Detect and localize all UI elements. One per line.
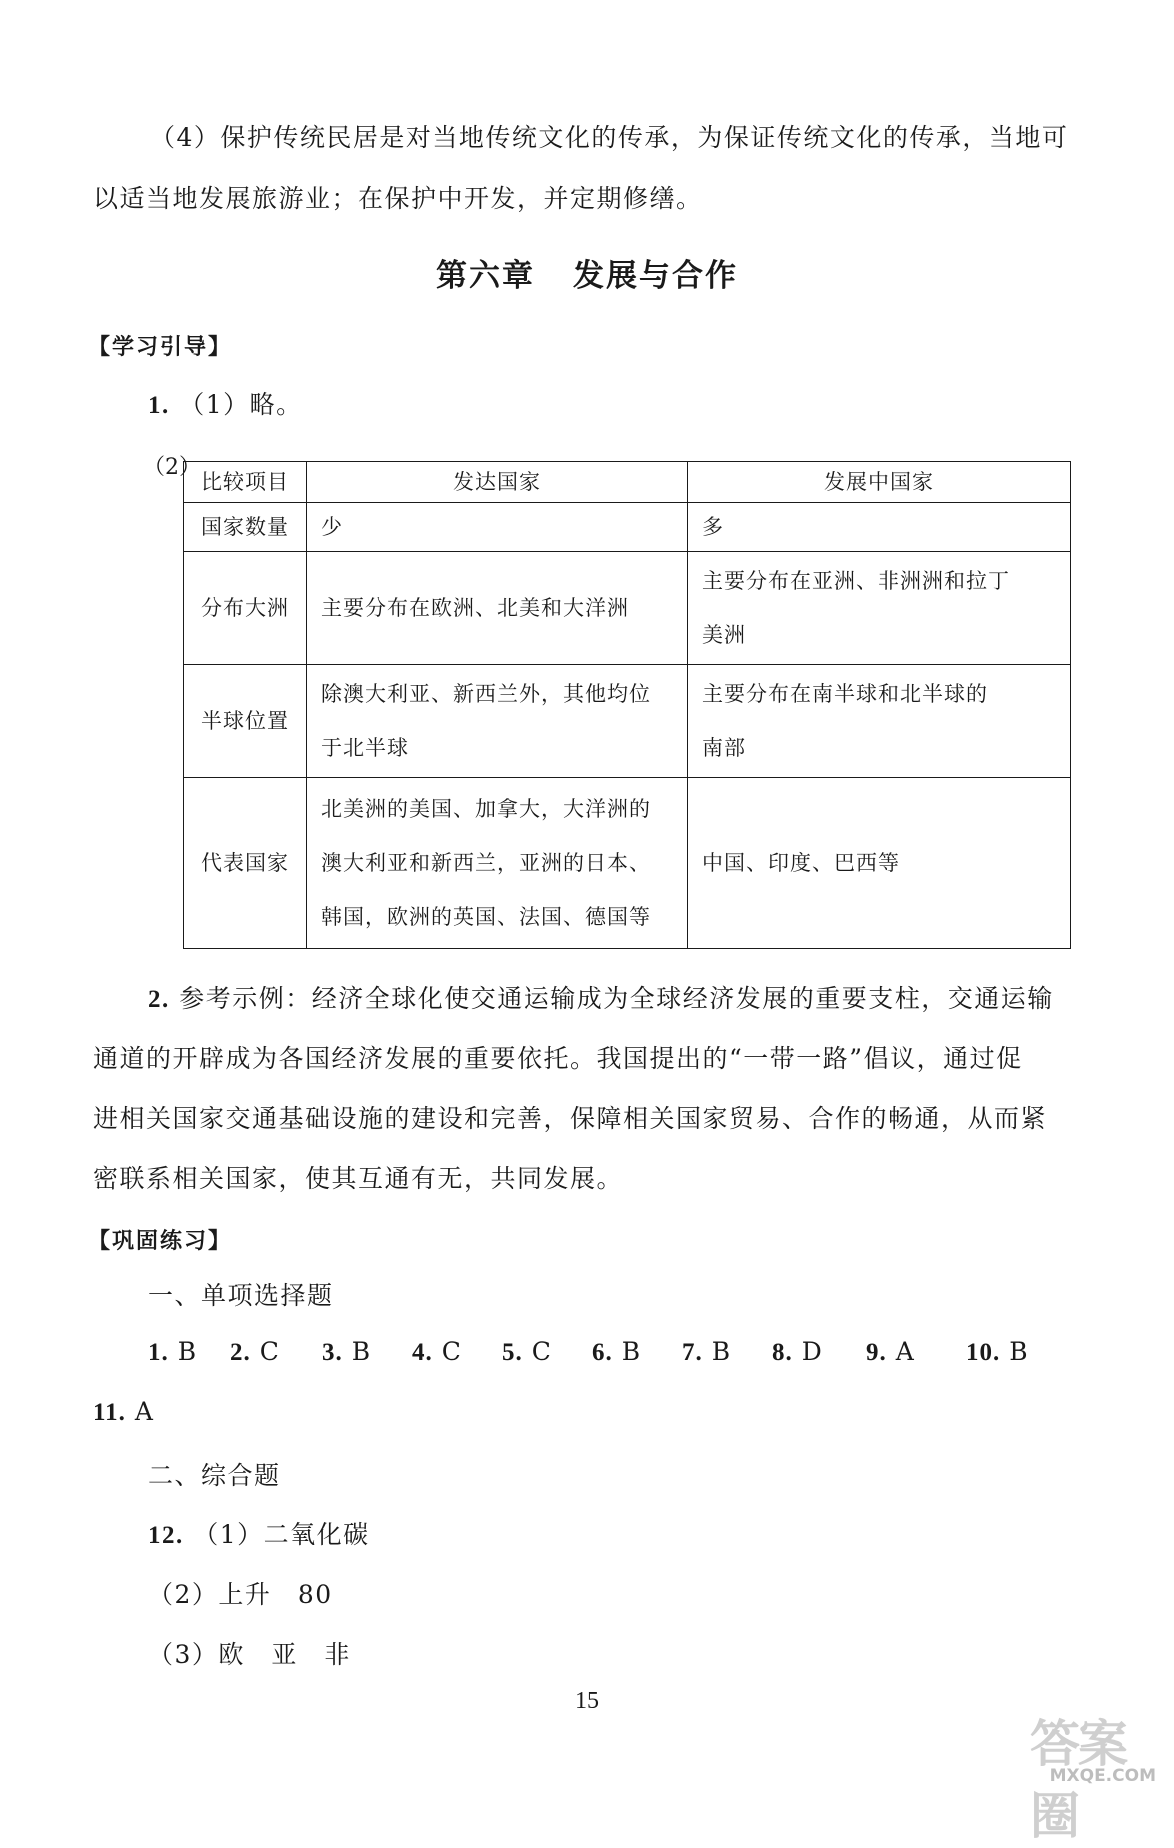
header-developed: 发达国家 bbox=[307, 462, 688, 503]
answer-item: 5. C bbox=[502, 1337, 552, 1366]
cell-developed bbox=[307, 552, 688, 665]
chapter-title: 发展与合作 bbox=[573, 258, 738, 294]
answer-item: 7. B bbox=[682, 1337, 732, 1366]
table-row bbox=[184, 503, 1071, 552]
part-1-heading: 一、单项选择题 bbox=[148, 1281, 334, 1310]
watermark bbox=[1030, 1704, 1160, 1845]
cell-developed bbox=[307, 778, 688, 949]
question-1-number: 1. bbox=[148, 392, 170, 419]
cell-line: 北美洲的美国、加拿大，大洋洲的 bbox=[321, 797, 651, 821]
cell-developed bbox=[307, 665, 688, 778]
question-2-number: 2. bbox=[148, 986, 170, 1013]
answer-item: 4. C bbox=[412, 1337, 462, 1366]
answer-item: 3. B bbox=[322, 1337, 372, 1366]
cell-developing bbox=[688, 665, 1071, 778]
answer-item: 9. A bbox=[866, 1337, 915, 1366]
cell-line: 除澳大利亚、新西兰外，其他均位 bbox=[321, 682, 651, 706]
answer-item: 8. D bbox=[772, 1337, 823, 1366]
header-developing: 发展中国家 bbox=[688, 462, 1071, 503]
cell-line: 主要分布在南半球和北半球的 bbox=[702, 682, 988, 706]
intro-line-2: 以适当地发展旅游业；在保护中开发，并定期修缮。 bbox=[93, 184, 703, 213]
row-item: 国家数量 bbox=[184, 503, 307, 552]
row-item: 代表国家 bbox=[184, 778, 307, 949]
answer-item: 6. B bbox=[592, 1337, 642, 1366]
table-label: （2） bbox=[143, 455, 201, 480]
cell-line: 南部 bbox=[702, 736, 746, 760]
cell-line: 韩国，欧洲的英国、法国、德国等 bbox=[321, 905, 651, 929]
chapter-heading bbox=[0, 250, 1174, 295]
chapter-number: 第六章 bbox=[436, 258, 535, 294]
question-12-answer-2: （2）上升 80 bbox=[148, 1580, 333, 1609]
section-title-practice: 【巩固练习】 bbox=[88, 1229, 233, 1254]
answer-item: 11. A bbox=[93, 1397, 154, 1426]
answer-item: 2. C bbox=[230, 1337, 280, 1366]
watermark-url: MXQE.COM bbox=[1049, 1766, 1156, 1786]
watermark-logo: 答案圈 bbox=[1030, 1715, 1126, 1845]
page-number: 15 bbox=[575, 1688, 599, 1714]
table-row bbox=[184, 778, 1071, 949]
part-2-heading: 二、综合题 bbox=[148, 1461, 281, 1490]
question-2-line-4: 密联系相关国家，使其互通有无，共同发展。 bbox=[93, 1164, 624, 1193]
question-12-number: 12. bbox=[148, 1522, 184, 1549]
answer-item: 10. B bbox=[966, 1337, 1029, 1366]
question-2-line-1 bbox=[148, 983, 1054, 1016]
cell-developing bbox=[688, 503, 1071, 552]
cell-line: 中国、印度、巴西等 bbox=[702, 851, 900, 875]
question-12-answer-1: （1）二氧化碳 bbox=[193, 1520, 370, 1549]
question-1 bbox=[148, 389, 303, 422]
comparison-table bbox=[183, 461, 1071, 949]
cell-line: 少 bbox=[321, 515, 343, 539]
intro-line-1: （4）保护传统民居是对当地传统文化的传承，为保证传统文化的传承，当地可 bbox=[150, 123, 1069, 152]
question-1-text: （1）略。 bbox=[179, 390, 303, 419]
table-row bbox=[184, 665, 1071, 778]
cell-line: 澳大利亚和新西兰，亚洲的日本、 bbox=[321, 851, 651, 875]
cell-line: 主要分布在亚洲、非洲洲和拉丁 bbox=[702, 569, 1010, 593]
cell-developing bbox=[688, 778, 1071, 949]
row-item: 半球位置 bbox=[184, 665, 307, 778]
header-item: 比较项目 bbox=[184, 462, 307, 503]
table-row bbox=[184, 552, 1071, 665]
answer-item: 1. B bbox=[148, 1337, 198, 1366]
question-2-text: 参考示例：经济全球化使交通运输成为全球经济发展的重要支柱，交通运输 bbox=[179, 984, 1054, 1013]
row-item: 分布大洲 bbox=[184, 552, 307, 665]
question-2-line-3: 进相关国家交通基础设施的建设和完善，保障相关国家贸易、合作的畅通，从而紧 bbox=[93, 1104, 1048, 1133]
question-12-answer-3: （3）欧 亚 非 bbox=[148, 1640, 351, 1669]
cell-developing bbox=[688, 552, 1071, 665]
table-header-row bbox=[184, 462, 1071, 503]
cell-line: 主要分布在欧洲、北美和大洋洲 bbox=[321, 596, 629, 620]
question-2-line-2: 通道的开辟成为各国经济发展的重要依托。我国提出的“一带一路”倡议，通过促 bbox=[93, 1044, 1023, 1073]
cell-line: 于北半球 bbox=[321, 736, 409, 760]
question-12-part-1 bbox=[148, 1519, 370, 1552]
cell-line: 多 bbox=[702, 515, 724, 539]
cell-line: 美洲 bbox=[702, 623, 746, 647]
section-title-study-guide: 【学习引导】 bbox=[88, 335, 233, 360]
cell-developed bbox=[307, 503, 688, 552]
